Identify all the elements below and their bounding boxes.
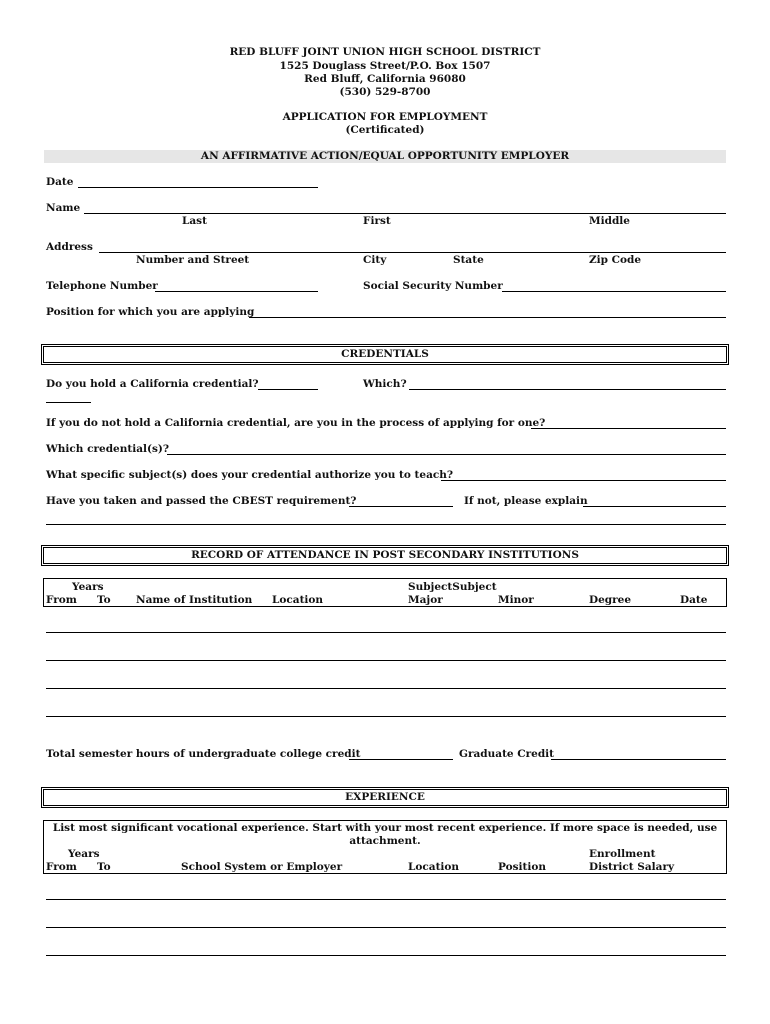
experience-instructions-line-2: attachment. xyxy=(349,835,421,847)
att-degree-header: Degree xyxy=(589,594,632,606)
which-field[interactable] xyxy=(409,389,726,390)
name-label: Name xyxy=(46,202,81,214)
att-date-header: Date xyxy=(680,594,708,606)
exp-from-header: From xyxy=(46,861,77,873)
address-field[interactable] xyxy=(99,252,726,253)
att-from-header: From xyxy=(46,594,77,606)
position-label: Position for which you are applying xyxy=(46,306,255,318)
hold-credential-question: Do you hold a California credential? xyxy=(46,378,259,390)
district-phone: (530) 529-8700 xyxy=(339,86,431,98)
undergrad-credit-field[interactable] xyxy=(349,759,453,760)
hold-credential-overflow-line[interactable] xyxy=(46,402,91,403)
exp-to-header: To xyxy=(97,861,111,873)
addr-street-caption: Number and Street xyxy=(136,254,250,266)
which-credentials-label: Which credential(s)? xyxy=(46,443,169,455)
experience-instructions-line-1: List most significant vocational experience. Start with your most recent experience. If more space is needed, use xyxy=(52,822,718,834)
attendance-title: RECORD OF ATTENDANCE IN POST SECONDARY INSTITUTIONS xyxy=(191,549,579,561)
subjects-question: What specific subject(s) does your credential authorize you to teach? xyxy=(46,469,454,481)
att-minor-header: Minor xyxy=(498,594,534,606)
which-label: Which? xyxy=(363,378,407,390)
date-field[interactable] xyxy=(78,187,318,188)
credentials-title: CREDENTIALS xyxy=(341,348,429,360)
experience-row-2[interactable] xyxy=(46,927,726,928)
graduate-credit-field[interactable] xyxy=(551,759,726,760)
exp-position-header: Position xyxy=(498,861,546,873)
name-field[interactable] xyxy=(84,213,726,214)
applying-question: If you do not hold a California credential, are you in the process of applying for one? xyxy=(46,417,546,429)
district-street: 1525 Douglass Street/P.O. Box 1507 xyxy=(279,60,491,72)
addr-zip-caption: Zip Code xyxy=(589,254,642,266)
explain-field[interactable] xyxy=(583,506,726,507)
which-credentials-field[interactable] xyxy=(167,454,726,455)
addr-city-caption: City xyxy=(363,254,387,266)
hold-credential-field[interactable] xyxy=(258,389,318,390)
telephone-field[interactable] xyxy=(155,291,318,292)
att-major-header: Major xyxy=(408,594,443,606)
name-middle-caption: Middle xyxy=(589,215,630,227)
experience-title: EXPERIENCE xyxy=(345,791,425,803)
exp-years-header: Years xyxy=(68,848,100,860)
attendance-row-2[interactable] xyxy=(46,660,726,661)
att-institution-header: Name of Institution xyxy=(136,594,253,606)
experience-row-1[interactable] xyxy=(46,899,726,900)
date-label: Date xyxy=(46,176,74,188)
name-last-caption: Last xyxy=(182,215,207,227)
experience-row-3[interactable] xyxy=(46,955,726,956)
exp-location-header: Location xyxy=(408,861,460,873)
addr-state-caption: State xyxy=(453,254,484,266)
explain-label: If not, please explain xyxy=(464,495,588,507)
att-subject-header: SubjectSubject xyxy=(408,581,497,593)
att-years-header: Years xyxy=(72,581,104,593)
position-field[interactable] xyxy=(249,317,726,318)
address-label: Address xyxy=(46,241,93,253)
graduate-credit-label: Graduate Credit xyxy=(459,748,555,760)
exp-employer-header: School System or Employer xyxy=(181,861,343,873)
cbest-field[interactable] xyxy=(349,506,453,507)
ssn-field[interactable] xyxy=(502,291,726,292)
attendance-row-1[interactable] xyxy=(46,632,726,633)
subjects-field[interactable] xyxy=(441,480,726,481)
attendance-row-4[interactable] xyxy=(46,716,726,717)
form-title: APPLICATION FOR EMPLOYMENT xyxy=(282,111,488,123)
district-name: RED BLUFF JOINT UNION HIGH SCHOOL DISTRICT xyxy=(229,46,541,58)
att-location-header: Location xyxy=(272,594,324,606)
district-city: Red Bluff, California 96080 xyxy=(304,73,466,85)
att-to-header: To xyxy=(97,594,111,606)
name-first-caption: First xyxy=(363,215,391,227)
ssn-label: Social Security Number xyxy=(363,280,503,292)
explain-continuation-line[interactable] xyxy=(46,524,726,525)
telephone-label: Telephone Number xyxy=(46,280,158,292)
exp-enrollment-header: Enrollment xyxy=(589,848,656,860)
form-subtitle: (Certificated) xyxy=(345,124,425,136)
exp-salary-header: District Salary xyxy=(589,861,675,873)
cbest-question: Have you taken and passed the CBEST requirement? xyxy=(46,495,357,507)
applying-field[interactable] xyxy=(531,428,726,429)
attendance-row-3[interactable] xyxy=(46,688,726,689)
employer-note: AN AFFIRMATIVE ACTION/EQUAL OPPORTUNITY EMPLOYER xyxy=(200,150,570,162)
undergrad-credit-label: Total semester hours of undergraduate college credit xyxy=(46,748,361,760)
